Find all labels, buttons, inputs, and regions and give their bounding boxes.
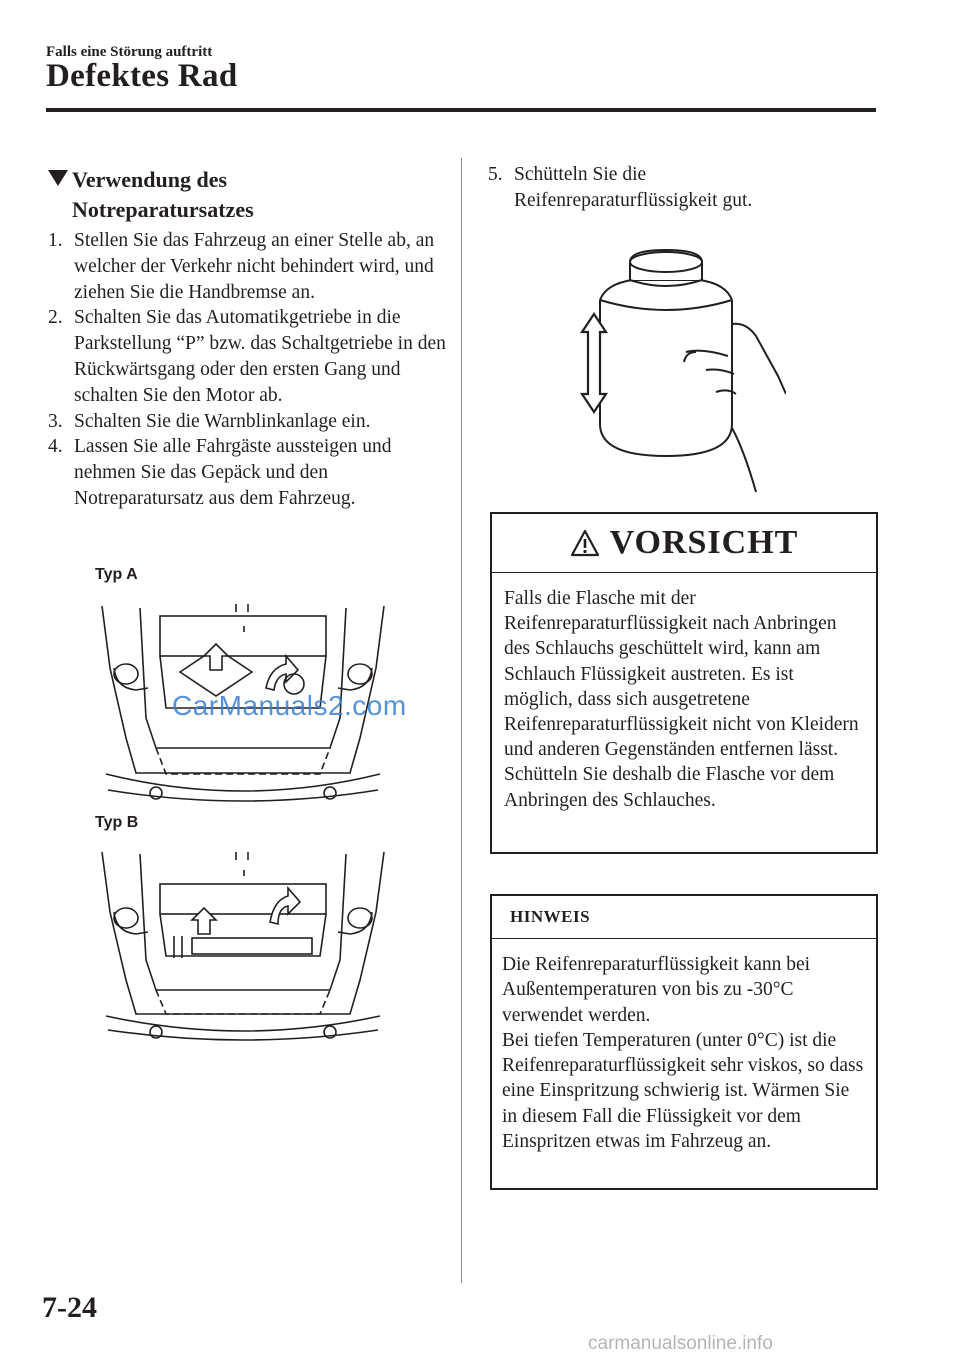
step-number: 1. <box>48 230 63 251</box>
bottle-shaking-illustration <box>566 244 786 494</box>
step-text: Lassen Sie alle Fahrgäste aussteigen und nehmen Sie das Gepäck und den Notreparatursatz aus dem Fahrzeug. <box>74 436 392 509</box>
warning-triangle-icon <box>570 529 600 557</box>
heading-line-2: Notreparatursatzes <box>72 197 254 222</box>
header-rule <box>46 108 876 112</box>
caution-text: Falls die Flasche mit der Reifenreparaturflüssigkeit nach Anbringen des Schlauchs geschüttelt wird, kann am Schlauch Flüssigkeit austreten. Es ist möglich, dass sich ausgetretene Reifenreparaturflüssigkeit nicht von Kleidern und anderen Gegenständen entfernen lässt. Schütteln Sie deshalb die Flasche vor dem Anbringen des Schlauches. <box>504 588 859 811</box>
note-title: HINWEIS <box>510 907 591 926</box>
subsection-heading <box>48 165 254 225</box>
figure-label-type-a: Typ A <box>95 566 138 583</box>
step-5 <box>488 162 878 214</box>
note-paragraph-1: Die Reifenreparaturflüssigkeit kann bei Außentemperaturen von bis zu -30°C verwendet werden. <box>502 954 811 1026</box>
step-number: 4. <box>48 436 63 458</box>
step-item <box>48 409 448 435</box>
step-number: 5. <box>488 164 503 185</box>
trunk-illustration-type-b <box>96 846 390 1046</box>
heading-line-1: Verwendung des <box>72 167 228 192</box>
note-paragraph-2: Bei tiefen Temperaturen (unter 0°C) ist die Reifenreparaturflüssigkeit sehr viskos, so dass eine Einspritzung schwierig ist. Wärmen Sie in diesem Fall die Flüssigkeit vor dem Einspritzen etwas im Fahrzeug an. <box>502 1029 864 1153</box>
steps-list <box>48 228 448 512</box>
step-text: Schalten Sie die Warnblinkanlage ein. <box>74 410 371 432</box>
caution-title: VORSICHT <box>609 524 799 561</box>
step-text: Stellen Sie das Fahrzeug an einer Stelle ab, an welcher der Verkehr nicht behindert wird, und ziehen Sie die Handbremse an. <box>74 230 435 303</box>
watermark-text: CarManuals2.com <box>172 690 407 721</box>
caution-header <box>492 514 876 573</box>
note-header <box>492 896 876 939</box>
chapter-title: Defektes Rad <box>46 58 238 94</box>
step-item <box>48 228 448 305</box>
note-text <box>492 939 876 1154</box>
page-number: 7-24 <box>42 1291 97 1324</box>
step-number: 2. <box>48 307 63 329</box>
step-item <box>48 434 448 511</box>
footer-watermark: carmanualsonline.info <box>588 1333 773 1354</box>
caution-box <box>490 512 878 854</box>
triangle-bullet-icon <box>48 170 68 186</box>
figure-label-type-b: Typ B <box>95 814 139 831</box>
column-divider <box>461 158 462 1283</box>
step-text: Schalten Sie das Automatikgetriebe in die Parkstellung “P” bzw. das Schaltgetriebe in den Rückwärtsgang oder den ersten Gang und schalten Sie den Motor ab. <box>74 307 446 406</box>
step-text: Schütteln Sie die Reifenreparaturflüssigkeit gut. <box>514 164 753 211</box>
section-title: Falls eine Störung auftritt <box>46 44 213 60</box>
step-item <box>48 305 448 408</box>
note-box <box>490 894 878 1190</box>
step-number: 3. <box>48 410 63 432</box>
step-item <box>488 162 878 214</box>
